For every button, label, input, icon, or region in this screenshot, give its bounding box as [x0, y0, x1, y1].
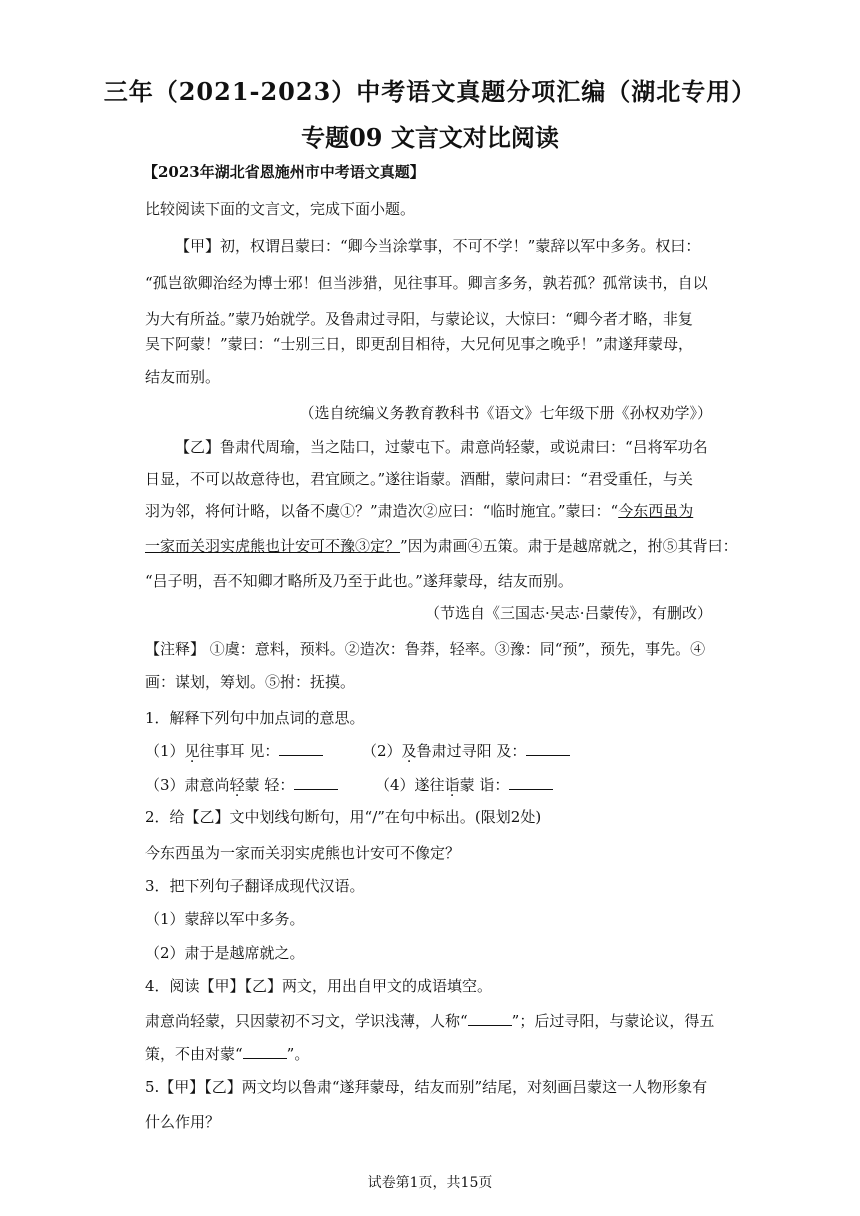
document-title: 三年（2021-2023）中考语文真题分项汇编（湖北专用）: [103, 77, 757, 106]
page-footer: 试卷第1页，共15页: [367, 1175, 493, 1191]
question-text: 策，不由对蒙“: [145, 1045, 243, 1063]
item-number: （4）: [375, 776, 415, 794]
passage-b-line: [145, 500, 693, 521]
dotted-word: 轻: [229, 776, 245, 794]
item-text: 遂往: [414, 776, 445, 794]
question-1-item: [362, 740, 570, 761]
question-1-item: [145, 774, 338, 795]
question-text: ”；后过寻阳，与蒙论议，得五: [511, 1012, 715, 1030]
question-5: 5.【甲】【乙】两文均以鲁肃“遂拜蒙母，结友而别”结尾，对刻画吕蒙这一人物形象有: [145, 1078, 708, 1096]
item-text: 鲁肃过寻阳 及：: [416, 742, 527, 760]
underlined-sentence: 一家而关羽实虎熊也计安可不豫③定？: [145, 537, 401, 555]
passage-b-source: （节选自《三国志·吴志·吕蒙传》，有删改）: [424, 604, 712, 622]
question-3-item: （1）蒙辞以军中多务。: [145, 910, 305, 928]
answer-blank[interactable]: [279, 741, 323, 756]
item-text: 肃意尚: [184, 776, 230, 794]
answer-blank[interactable]: [526, 741, 570, 756]
notes-line: 【注释】 ①虞：意料，预料。②造次：鲁莽，轻率。③豫：同“预”，预先，事先。④: [145, 640, 706, 658]
item-number: （2）: [362, 742, 402, 760]
dotted-word: 诣: [444, 776, 460, 794]
passage-b-line: 【乙】鲁肃代周瑜，当之陆口，过蒙屯下。肃意尚轻蒙，或说肃曰：“吕将军功名: [175, 438, 708, 456]
question-2: 2．给【乙】文中划线句断句，用“/”在句中标出。(限划2处): [145, 808, 542, 826]
question-5-text: 什么作用？: [145, 1113, 221, 1131]
question-2-text: 今东西虽为一家而关羽实虎熊也计安可不像定？: [145, 844, 461, 862]
item-text: 往事耳 见：: [199, 742, 280, 760]
answer-blank[interactable]: [294, 775, 338, 790]
question-3: 3．把下列句子翻译成现代汉语。: [145, 877, 365, 895]
dotted-word: 见: [184, 742, 200, 760]
answer-blank[interactable]: [468, 1011, 512, 1026]
underlined-sentence: 今东西虽为: [618, 502, 694, 520]
section-title: 【2023年湖北省恩施州市中考语文真题】: [143, 163, 425, 181]
passage-a-source: （选自统编义务教育教科书《语文》七年级下册《孙权劝学》）: [299, 404, 712, 422]
passage-b-line: [145, 535, 738, 556]
question-text: 肃意尚轻蒙，只因蒙初不习文，学识浅薄，人称“: [145, 1012, 468, 1030]
passage-a-line: “孤岂欲卿治经为博士邪！但当涉猎，见往事耳。卿言多务，孰若孤？孤常读书，自以: [145, 274, 708, 292]
question-3-item: （2）肃于是越席就之。: [145, 944, 305, 962]
passage-a-line: 吴下阿蒙！”蒙曰：“士别三日，即更刮目相待，大兄何见事之晚乎！”肃遂拜蒙母，: [145, 335, 694, 353]
passage-b-text: ”因为肃画④五策。肃于是越席就之，拊⑤其背曰：: [400, 537, 738, 555]
item-text: 蒙 诣：: [459, 776, 510, 794]
item-number: （1）: [145, 742, 185, 760]
question-4: 4．阅读【甲】【乙】两文，用出自甲文的成语填空。: [145, 977, 493, 995]
answer-blank[interactable]: [509, 775, 553, 790]
passage-b-text: 羽为邻，将何计略，以备不虞①？”肃造次②应曰：“临时施宜。”蒙曰：“: [145, 502, 619, 520]
question-text: ”。: [286, 1045, 310, 1063]
notes-line: 画：谋划，筹划。⑤拊：抚摸。: [145, 673, 356, 691]
question-4-text: [145, 1043, 309, 1064]
item-number: （3）: [145, 776, 185, 794]
passage-b-line: “吕子明，吾不知卿才略所及乃至于此也。”遂拜蒙母，结友而别。: [145, 572, 573, 590]
question-4-text: [145, 1010, 714, 1031]
question-1-item: [145, 740, 323, 761]
passage-b-line: 日显，不可以故意待也，君宜顾之。”遂往诣蒙。酒酣，蒙问肃曰：“君受重任，与关: [145, 470, 693, 488]
dotted-word: 及: [401, 742, 417, 760]
document-subtitle: 专题09 文言文对比阅读: [301, 123, 559, 152]
intro-text: 比较阅读下面的文言文，完成下面小题。: [145, 200, 416, 218]
question-1-item: [375, 774, 553, 795]
question-1: 1．解释下列句中加点词的意思。: [145, 709, 365, 727]
passage-a-line: 结友而别。: [145, 368, 221, 386]
answer-blank[interactable]: [243, 1044, 287, 1059]
passage-a-line: 为大有所益。”蒙乃始就学。及鲁肃过寻阳，与蒙论议，大惊曰：“卿今者才略，非复: [145, 310, 693, 328]
passage-a-line: 【甲】初，权谓吕蒙曰：“卿今当涂掌事，不可不学！”蒙辞以军中多务。权曰：: [175, 237, 701, 255]
item-text: 蒙 轻：: [244, 776, 295, 794]
